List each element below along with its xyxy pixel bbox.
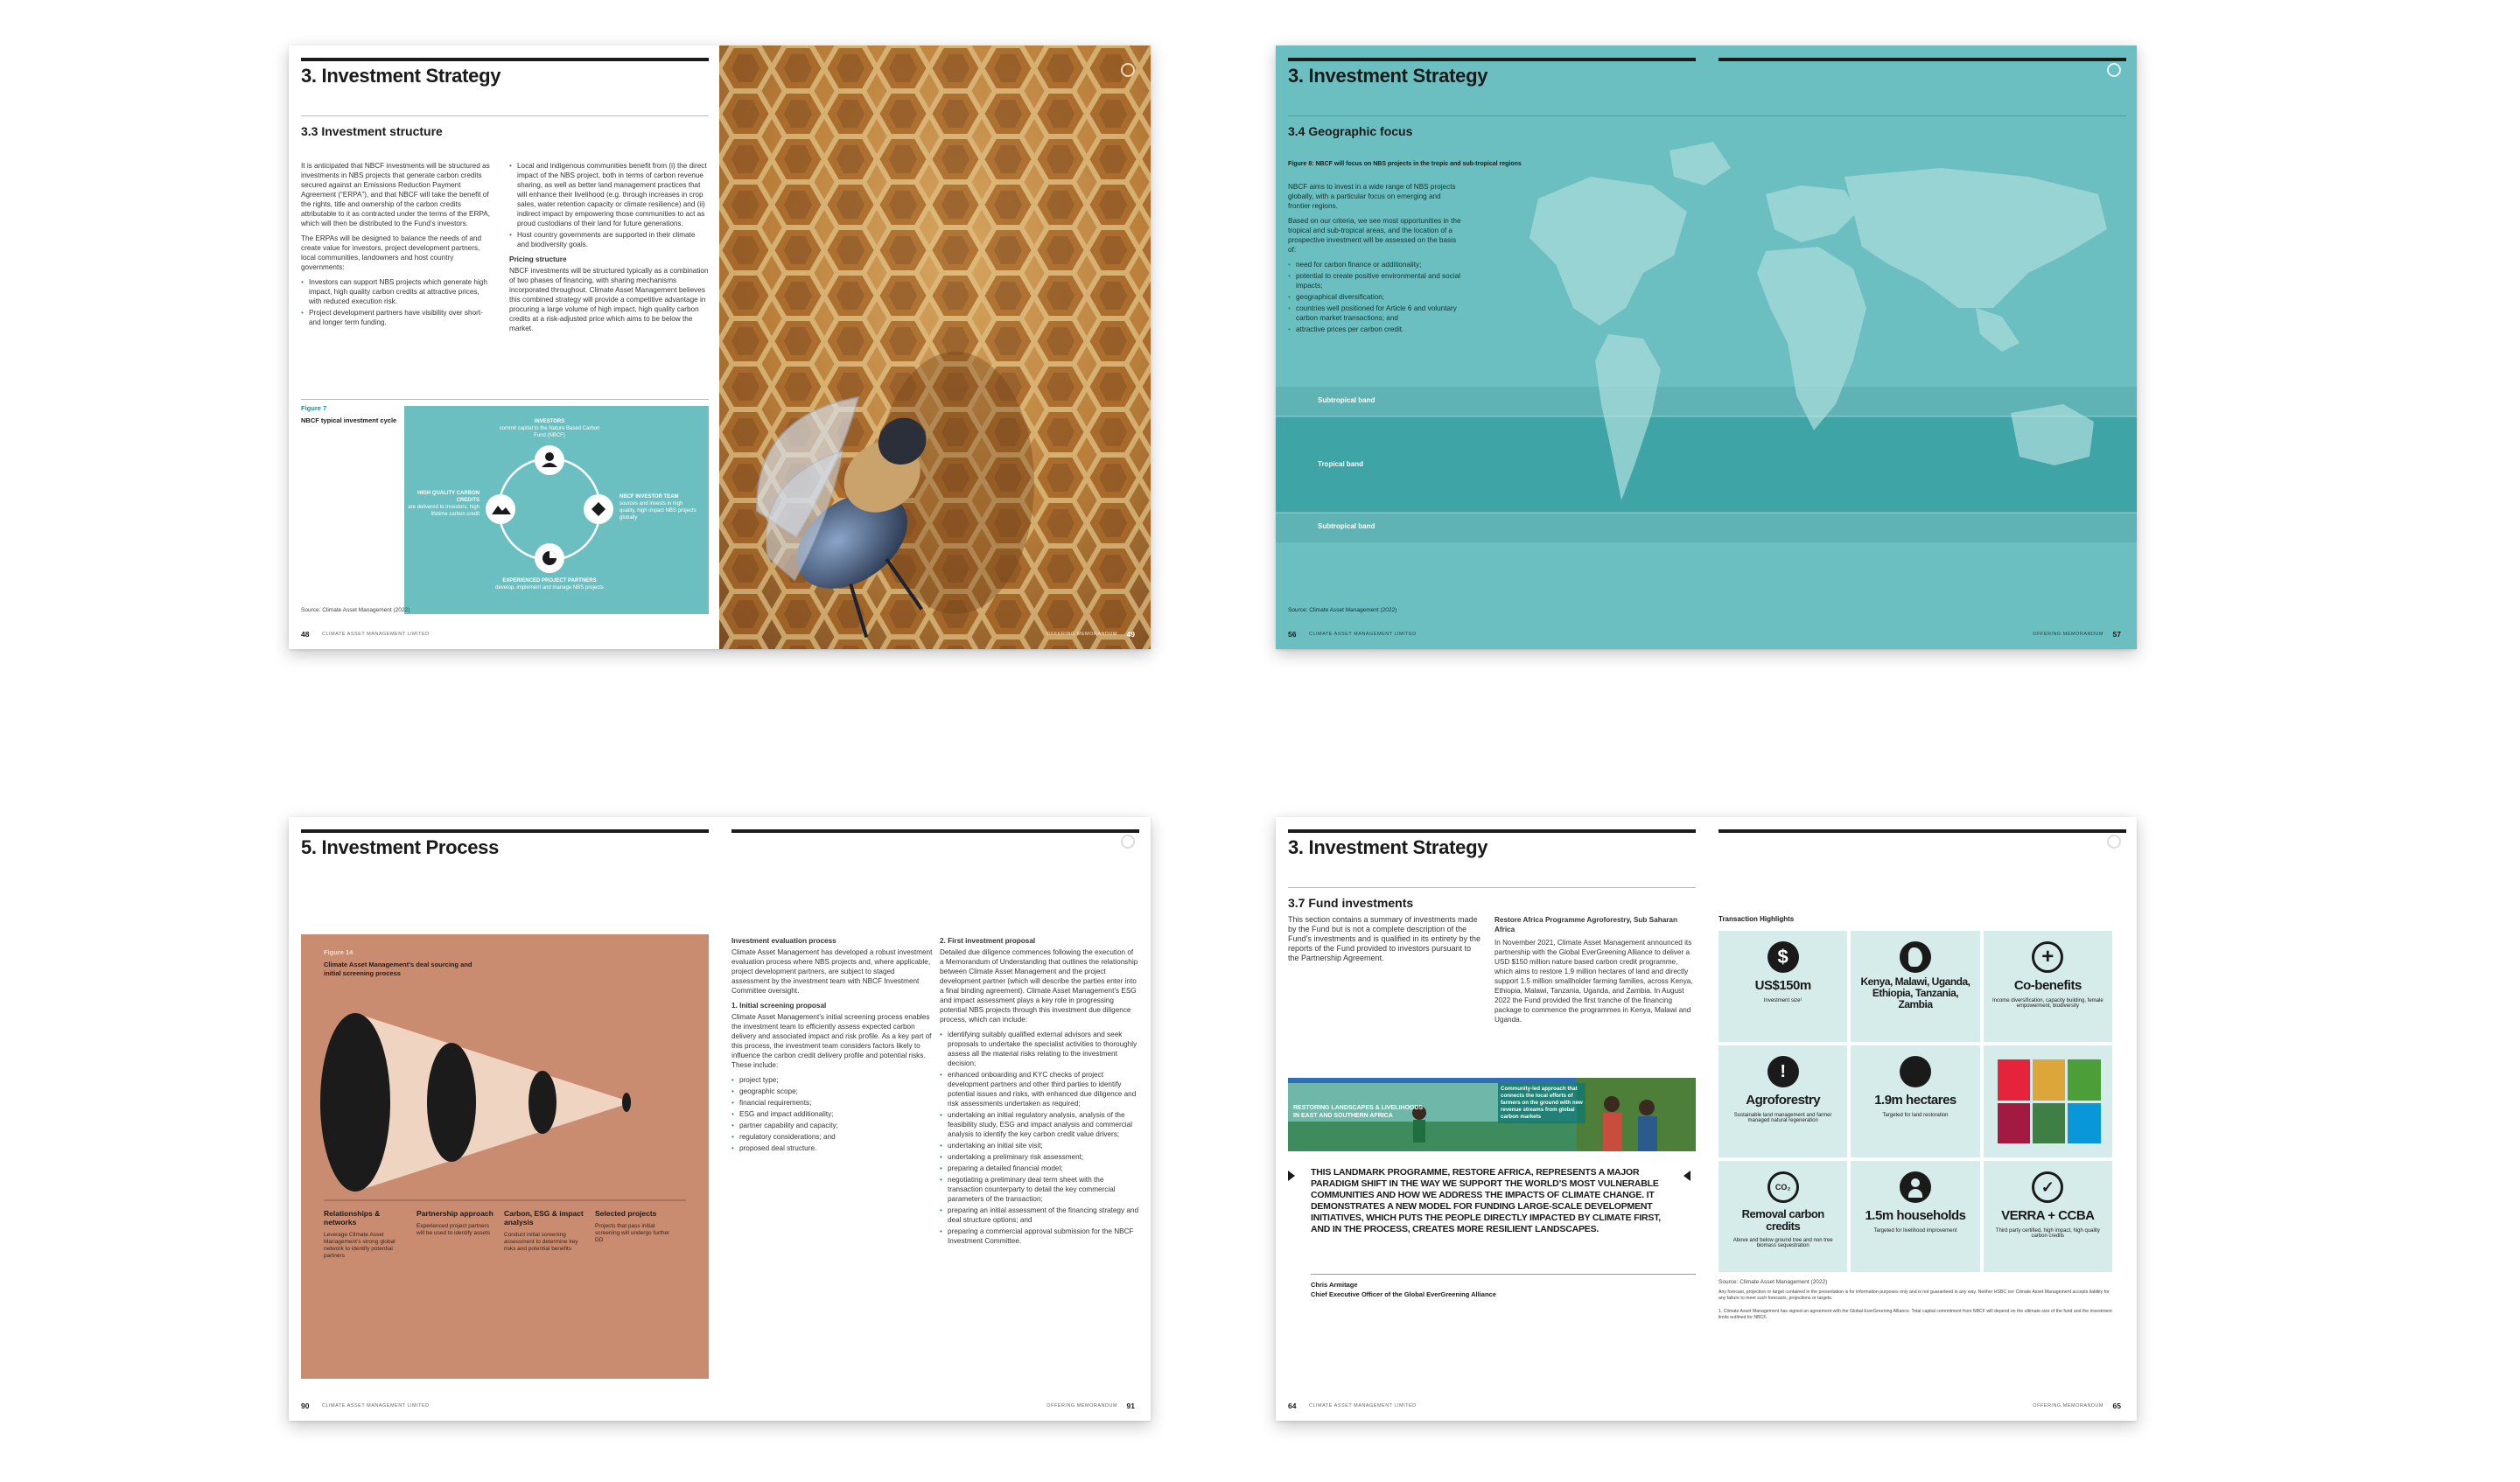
stage-text: Projects that pass initial screening will undergo further DD bbox=[595, 1223, 670, 1243]
stage-title: Selected projects bbox=[595, 1209, 657, 1218]
bullet-item: • preparing a detailed financial model; bbox=[940, 1164, 1139, 1173]
highlight-tile bbox=[1718, 931, 1847, 1042]
tree-icon: ! bbox=[1768, 1056, 1799, 1087]
divider bbox=[1311, 1274, 1696, 1275]
process-figure bbox=[301, 934, 709, 1379]
restore-africa-banner bbox=[1288, 1078, 1696, 1151]
stage bbox=[504, 1209, 584, 1253]
highlight-text: Sustainable land management and farmer managed natural regeneration bbox=[1733, 1113, 1832, 1124]
highlight-tile bbox=[1984, 1161, 2112, 1272]
node-text: sources and invests in high quality, high impact NBS projects globally bbox=[620, 501, 696, 521]
section-title: 5. Investment Process bbox=[301, 836, 500, 858]
column-heading: 1. Initial screening proposal bbox=[732, 1002, 827, 1010]
band-label-middle: Tropical band bbox=[1318, 460, 1364, 468]
highlight-tile bbox=[1984, 931, 2112, 1042]
quote-mark-left bbox=[1288, 1171, 1295, 1181]
subsection-title: 3.7 Fund investments bbox=[1288, 896, 1414, 910]
highlight-text: Income diversification, capacity building, female empowerment, biodiversity bbox=[1992, 998, 2104, 1009]
title-rule bbox=[301, 58, 709, 61]
highlights-source: Source: Climate Asset Management (2022) bbox=[1718, 1279, 1828, 1285]
spread-geographic-focus[interactable] bbox=[1276, 45, 2137, 649]
spread-investment-structure[interactable] bbox=[289, 45, 1151, 649]
paragraph: It is anticipated that NBCF investments will be structured as investments in NBS projects that generate carbon credits secured against an Emissions Reduction Payment Agreement (“ERPA”), and that NBCF will take the benefit of the rights, title and ownership of the carbon credits attributable to it as contracted under the terms of the ERPA, which will then be distributed to the Fund’s investors. bbox=[301, 162, 491, 227]
bullet-item: • proposed deal structure. bbox=[732, 1143, 933, 1153]
world-map bbox=[1276, 45, 2137, 649]
spread-fund-investments[interactable] bbox=[1276, 817, 2137, 1421]
quote-author: Chris Armitage bbox=[1311, 1281, 1358, 1289]
page-number: 56 bbox=[1288, 630, 1297, 639]
paragraph: In November 2021, Climate Asset Management announced its partnership with the Global EverGreening Alliance to deliver a USD $150 million nature based carbon credit programme, which aims to restore 1.9 million hectares of land and directly support 1.5 million smallholder farming families, across Kenya, Ethiopia, Malawi, Tanzania, Uganda, and Zambia. In August 2022 the Fund provided the first tranche of the financing package to commence the programmes in Kenya, Malawi and Uganda. bbox=[1494, 939, 1693, 1024]
bullet-item: • identifying suitably qualified external advisors and seek proposals to undertake the specialist activities to thoroughly assess all the material risks relating to the investment decision; bbox=[940, 1030, 1139, 1068]
bullet-item: • undertaking an initial site visit; bbox=[940, 1141, 1139, 1150]
node-title: INVESTORS bbox=[534, 419, 565, 424]
footer-text: OFFERING MEMORANDUM bbox=[2033, 1403, 2104, 1409]
paragraph: Climate Asset Management’s initial screening process enables the investment team to efficiently assess expected carbon delivery and associated impact and risk profile. As a key part of this process, the investment team considers factors likely to influence the carbon credit delivery profile and potential risks. These include: bbox=[732, 1013, 932, 1069]
page-number: 49 bbox=[1126, 630, 1135, 639]
co2-icon: CO₂ bbox=[1768, 1171, 1799, 1203]
section-title: 3. Investment Strategy bbox=[1288, 836, 1488, 858]
divider bbox=[1288, 887, 1696, 888]
highlight-tile bbox=[1851, 1161, 1979, 1272]
stage bbox=[595, 1209, 674, 1244]
bullet-item: • project type; bbox=[732, 1075, 933, 1085]
highlight-value: Co-benefits bbox=[2013, 978, 2082, 993]
highlight-tile bbox=[1851, 1045, 1979, 1157]
paragraph: NBCF aims to invest in a wide range of NBS projects globally, with a particular focus on emerging and frontier regions. bbox=[1288, 183, 1456, 210]
highlight-value: VERRA + CCBA bbox=[2001, 1207, 2095, 1223]
stage-title: Carbon, ESG & impact analysis bbox=[504, 1209, 584, 1227]
highlight-text: Targeted for land restoration bbox=[1882, 1113, 1949, 1119]
title-rule bbox=[301, 829, 709, 833]
logo-badge bbox=[2107, 835, 2121, 849]
stage-title: Partnership approach bbox=[416, 1209, 494, 1218]
page-number: 48 bbox=[301, 630, 310, 639]
bullet-item: • undertaking an initial regulatory analysis, analysis of the feasibility study, ESG and impact analysis and commercial analysis to identify the key carbon credit value drivers; bbox=[940, 1110, 1139, 1139]
spread-investment-process[interactable] bbox=[289, 817, 1151, 1421]
footnote: 1. Climate Asset Management has signed an agreement with the Global EverGreening Alliance. Total capital commitment from NBCF will depend on the ultimate size of the fund and the investment limits outlined for NBCF. bbox=[1718, 1309, 2112, 1320]
figure-source: Source: Climate Asset Management (2022) bbox=[1288, 607, 1397, 613]
intro-text: This section contains a summary of investments made by the Fund but is not a complete description of the Fund’s investments and is qualified in its entirety by the reports of the Fund provided to investors pursuant to the Partnership Agreement. bbox=[1288, 915, 1480, 962]
figure-title: Climate Asset Management’s deal sourcing and initial screening process bbox=[324, 961, 472, 977]
page-number: 91 bbox=[1126, 1402, 1135, 1410]
bullet-item: • preparing an initial assessment of the financing strategy and deal structure options; and bbox=[940, 1206, 1139, 1225]
bullet-item: • need for carbon finance or additionality; bbox=[1288, 260, 1463, 269]
pull-quote: THIS LANDMARK PROGRAMME, RESTORE AFRICA, REPRESENTS A MAJOR PARADIGM SHIFT IN THE WAY WE SUPPORT THE WORLD’S MOST VULNERABLE COMMUNITIES AND HOW WE ADDRESS THE IMPACTS OF CLIMATE CHANGE. IT DEMONSTRATES A NEW MODEL FOR FUNDING LARGE-SCALE DEVELOPMENT INITIATIVES, WHICH PUTS THE PEOPLE DIRECTLY IMPACTED BY CLIMATE FIRST, AND IN THE PROCESS, CREATES MORE RESILIENT LANDSCAPES. bbox=[1311, 1167, 1662, 1234]
bullet-item: • Host country governments are supported in their climate and biodiversity goals. bbox=[509, 230, 709, 249]
bee-honeycomb-photo bbox=[719, 45, 1151, 649]
subsection-title: 3.4 Geographic focus bbox=[1288, 124, 1413, 138]
column-heading: Investment evaluation process bbox=[732, 937, 836, 945]
node-title: HIGH QUALITY CARBON CREDITS bbox=[417, 491, 480, 503]
cycle-node-right bbox=[620, 493, 698, 521]
band-label-bottom: Subtropical band bbox=[1318, 522, 1376, 530]
stage bbox=[324, 1209, 408, 1260]
highlight-text: Investment size¹ bbox=[1763, 998, 1802, 1003]
plus-circle-icon: + bbox=[2032, 941, 2063, 973]
page-number: 90 bbox=[301, 1402, 310, 1410]
bullet-item: • potential to create positive environmental and social impacts; bbox=[1288, 271, 1463, 290]
highlight-value: Kenya, Malawi, Uganda, Ethiopia, Tanzania, Zambia bbox=[1860, 975, 1970, 1010]
column-heading: 2. First investment proposal bbox=[940, 937, 1036, 945]
text-column-right bbox=[940, 936, 1139, 1248]
logo-badge bbox=[1121, 835, 1135, 849]
bullet-item: • geographical diversification; bbox=[1288, 292, 1463, 302]
footer-text: CLIMATE ASSET MANAGEMENT LIMITED bbox=[1309, 632, 1417, 637]
household-icon bbox=[1900, 1171, 1931, 1203]
bullet-item: • undertaking a preliminary risk assessment; bbox=[940, 1152, 1139, 1162]
highlights-grid bbox=[1718, 931, 2112, 1272]
figure-caption: Figure 8: NBCF will focus on NBS projects in the tropic and sub-tropical regions bbox=[1288, 161, 1522, 167]
title-rule bbox=[732, 829, 1139, 833]
highlight-text: Targeted for livelihood improvement bbox=[1873, 1227, 1957, 1234]
section-title: 3. Investment Strategy bbox=[301, 65, 501, 87]
figure-title: NBCF typical investment cycle bbox=[301, 416, 397, 424]
divider bbox=[301, 115, 709, 116]
paragraph: NBCF investments will be structured typically as a combination of two phases of financing, with sharing mechanisms incorporated throughout. Climate Asset Management believes this combined strategy will provide a competitive advantage in procuring a large volume of high impact, high quality carbon credits at a risk-adjusted price which aims to be below the market. bbox=[509, 267, 709, 332]
bullet-item: • preparing a commercial approval submission for the NBCF Investment Committee. bbox=[940, 1227, 1139, 1246]
bullet-item: • countries well positioned for Article 6 and voluntary carbon market transactions; and bbox=[1288, 304, 1463, 323]
highlights-title: Transaction Highlights bbox=[1718, 915, 1795, 923]
text-column-left bbox=[301, 161, 492, 329]
node-title: EXPERIENCED PROJECT PARTNERS bbox=[502, 578, 597, 584]
bullet-list bbox=[732, 1075, 933, 1153]
paragraph: Detailed due diligence commences following the execution of a Memorandum of Understanding that outlines the relationship between Climate Asset Management and the project development partner (which will describe the parties enter into a final binding agreement). Climate Asset Management’s ESG and impact assessment plays a key role in progressing potential NBS projects through this investment due diligence process, which can include: bbox=[940, 948, 1138, 1024]
bullet-item: • attractive prices per carbon credit. bbox=[1288, 325, 1463, 334]
highlight-value: 1.9m hectares bbox=[1874, 1093, 1956, 1108]
pricing-heading: Pricing structure bbox=[509, 255, 567, 263]
highlight-tile bbox=[1718, 1045, 1847, 1157]
investment-cycle-figure bbox=[404, 406, 709, 614]
paragraph: Based on our criteria, we see most opportunities in the tropical and sub-tropical areas, and the location of a prospective investment will be assessed on the basis of: bbox=[1288, 217, 1461, 254]
dollar-icon: $ bbox=[1768, 941, 1799, 973]
cycle-node-left bbox=[408, 490, 480, 518]
stage-title: Relationships & networks bbox=[324, 1209, 381, 1227]
footer-text: CLIMATE ASSET MANAGEMENT LIMITED bbox=[322, 1403, 430, 1409]
logo-badge bbox=[1121, 63, 1135, 77]
highlight-text: Third party certified, high impact, high quality carbon credits bbox=[1995, 1227, 2100, 1239]
paragraph: The ERPAs will be designed to balance the needs of and create value for investors, project development partners, local communities, landowners and host country governments: bbox=[301, 234, 482, 271]
bullet-item: • Project development partners have visibility over short- and longer term funding. bbox=[301, 308, 492, 327]
stage bbox=[416, 1209, 494, 1237]
page-number: 57 bbox=[2112, 630, 2121, 639]
programme-column bbox=[1494, 915, 1696, 1030]
bullet-item: • partner capability and capacity; bbox=[732, 1121, 933, 1130]
bullet-list bbox=[509, 161, 709, 249]
disclaimer: Any forecast, projection or target contained in the presentation is for information purposes only and is not guaranteed in any way. Neither HSBC nor Climate Asset Management accepts liability for any failure to meet such forecasts, projections or targets. bbox=[1718, 1290, 2110, 1301]
highlight-value: Removal carbon credits bbox=[1741, 1206, 1824, 1233]
figure-source: Source: Climate Asset Management (2022) bbox=[301, 607, 410, 613]
title-rule bbox=[1288, 829, 1696, 833]
highlight-value: Agroforestry bbox=[1746, 1093, 1821, 1108]
stage-text: Leverage Climate Asset Management’s strong global network to identify potential partners bbox=[324, 1232, 396, 1259]
highlight-tile bbox=[1718, 1161, 1847, 1272]
funnel-diagram bbox=[301, 934, 709, 1379]
banner-left-text: RESTORING LANDSCAPES & LIVELIHOODS IN EAST AND SOUTHERN AFRICA bbox=[1293, 1105, 1424, 1119]
text-column-left bbox=[732, 936, 933, 1155]
sdg-icon bbox=[1998, 1059, 2101, 1143]
quote-mark-right bbox=[1684, 1171, 1690, 1181]
left-page bbox=[289, 45, 719, 649]
bullet-item: • ESG and impact additionality; bbox=[732, 1109, 933, 1119]
title-rule bbox=[1718, 829, 2126, 833]
footer-text: OFFERING MEMORANDUM bbox=[1046, 1403, 1117, 1409]
africa-icon bbox=[1900, 941, 1931, 973]
paragraph: Climate Asset Management has developed a robust investment evaluation process where NBS projects and, where applicable, project development partners, are subject to staged assessment by the investment team with NBCF Investment Committee oversight. bbox=[732, 948, 933, 995]
footer-text: OFFERING MEMORANDUM bbox=[2033, 632, 2104, 637]
bullet-item: • Investors can support NBS projects which generate high impact, high quality carbon credits at attractive prices, with reduced execution risk. bbox=[301, 277, 492, 306]
highlight-value: 1.5m households bbox=[1865, 1207, 1966, 1223]
bullet-item: • negotiating a preliminary deal term sheet with the transaction counterparty to detail the key commercial parameters of the transaction; bbox=[940, 1175, 1139, 1204]
section-title: 3. Investment Strategy bbox=[1288, 65, 1488, 87]
bullet-item: • enhanced onboarding and KYC checks of project development partners and other third parties to identify potential issues and risks, with enhanced due diligence and risk assessments undertaken as required; bbox=[940, 1070, 1139, 1108]
figure-label: Figure 7 bbox=[301, 404, 327, 412]
bullet-list bbox=[301, 277, 492, 327]
text-column-right bbox=[509, 161, 709, 339]
bullet-item: • geographic scope; bbox=[732, 1087, 933, 1096]
certificate-icon: ✓ bbox=[2032, 1171, 2063, 1203]
banner-right-text: Community-led approach that connects the local efforts of farmers on the ground with new revenue streams from global carbon markets bbox=[1498, 1083, 1586, 1123]
highlight-tile bbox=[1851, 931, 1979, 1042]
bullet-list bbox=[940, 1030, 1139, 1246]
quote-role: Chief Executive Officer of the Global EverGreening Alliance bbox=[1311, 1290, 1496, 1298]
land-icon bbox=[1900, 1056, 1931, 1087]
node-text: commit capital to the Nature Based Carbon Fund (NBCF) bbox=[499, 426, 600, 438]
footer-text: CLIMATE ASSET MANAGEMENT LIMITED bbox=[322, 632, 430, 637]
programme-heading: Restore Africa Programme Agroforestry, Sub Saharan Africa bbox=[1494, 916, 1677, 933]
page-number: 64 bbox=[1288, 1402, 1297, 1410]
stage-text: Experienced project partners will be used to identify assets bbox=[416, 1223, 491, 1236]
stage-text: Conduct initial screening assessment to determine key risks and potential benefits bbox=[504, 1232, 578, 1252]
cycle-node-top bbox=[495, 418, 604, 439]
highlight-text: Above and below ground tree and non tree biomass sequestration bbox=[1732, 1237, 1833, 1248]
band-label-top: Subtropical band bbox=[1318, 396, 1376, 404]
subsection-title: 3.3 Investment structure bbox=[301, 124, 443, 138]
bullet-item: • financial requirements; bbox=[732, 1098, 933, 1108]
node-text: develop, implement and manage NBS projects bbox=[495, 585, 604, 591]
footer-text: CLIMATE ASSET MANAGEMENT LIMITED bbox=[1309, 1403, 1417, 1409]
cycle-node-bottom bbox=[495, 577, 604, 591]
figure-label: Figure 14 bbox=[324, 948, 354, 956]
divider bbox=[301, 399, 709, 400]
highlight-value: US$150m bbox=[1754, 978, 1811, 993]
page-number: 65 bbox=[2112, 1402, 2121, 1410]
highlight-tile bbox=[1984, 1045, 2112, 1157]
bullet-item: • Local and indigenous communities benefit from (i) the direct impact of the NBS project, both in terms of carbon revenue sharing, as well as better land management practices that will enhance their livelihood (e.g. through increases in crop sales, water retention capacity or climate resilience) and (ii) indirect impact by empowering those communities to act as proud custodians of their land for future generations. bbox=[509, 161, 709, 228]
right-page-photo bbox=[719, 45, 1151, 649]
node-text: are delivered to investors, high lifetime carbon credit bbox=[408, 505, 480, 517]
footer-text: OFFERING MEMORANDUM bbox=[1046, 632, 1117, 637]
node-title: NBCF INVESTOR TEAM bbox=[620, 494, 679, 500]
bullet-item: • regulatory considerations; and bbox=[732, 1132, 933, 1142]
